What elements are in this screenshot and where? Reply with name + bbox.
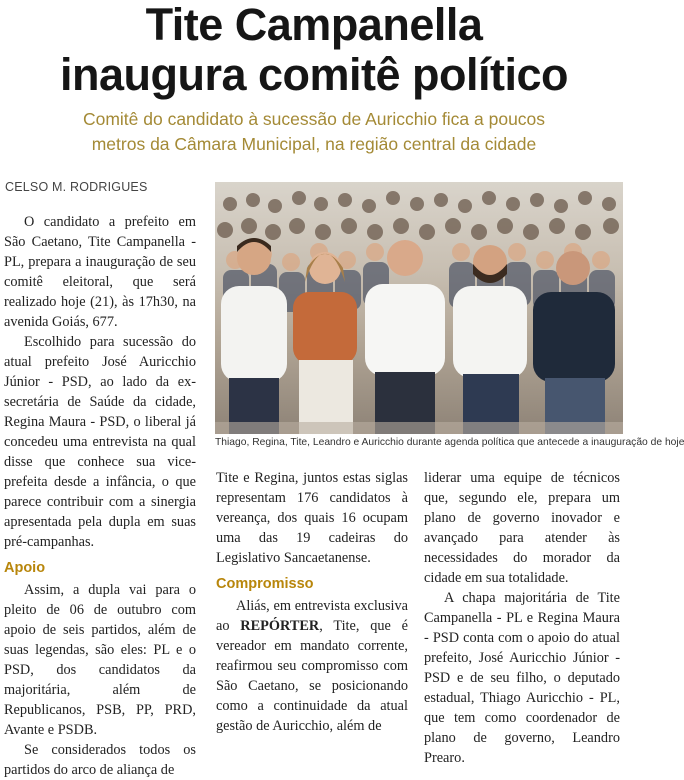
paragraph-6-end: , Tite, que é vereador em mandato corrente, reafirmou seu compromisso com São Caetano, se posicionando como a continuidade da atual gestão de Auricchio, além de xyxy=(216,618,409,734)
headline-line-2: inaugura comitê político xyxy=(59,49,569,100)
section-title-compromisso: Compromisso xyxy=(216,576,314,592)
paragraph-1: O candidato a prefeito em São Caetano, Tite Campanella - PL, prepara a inauguração de seu comitê eleitoral, que será realizado hoje (21), às 17h30, na avenida Goiás, 677. xyxy=(4,214,196,330)
subheadline-line-1: Comitê do candidato à sucessão de Auricchio fica a poucos xyxy=(82,109,546,129)
background-crowd xyxy=(217,191,619,240)
paragraph-6 xyxy=(216,596,408,736)
photo-caption: Thiago, Regina, Tite, Leandro e Auricchio durante agenda política que antecede a inauguração de hoje xyxy=(215,437,684,448)
article-column-1 xyxy=(4,212,196,780)
paragraph-4: Se considerados todos os partidos do arco de aliança de xyxy=(4,742,196,778)
article-column-3 xyxy=(424,468,620,768)
paragraph-7: A chapa majoritária de Tite Campanella - PL e Regina Maura - PSD conta com o apoio do atual prefeito, José Auricchio Júnior - PSD e de seu filho, o deputado estadual, Thiago Auricchio - PL, que tem como coordenador de plano de governo, Leandro Prearo. xyxy=(424,590,620,766)
paragraph-5: Tite e Regina, juntos estas siglas representam 176 candidatos à vereança, dos quais 16 ocupam uma das 19 cadeiras do Legislativo Sancaetanense. xyxy=(216,470,408,566)
paragraph-2: Escolhido para sucessão do atual prefeito José Auricchio Júnior - PSD, ao lado da ex-secretária de Saúde da cidade, Regina Maura - PSD, o liberal já concedeu uma entrevista na qual disse que conhece sua vice-prefeita desde a infância, o que parece contribuir com a sinergia apresentada pela dupla em suas pré-campanhas. xyxy=(4,334,196,550)
section-title-apoio: Apoio xyxy=(4,560,46,576)
article-photo xyxy=(215,182,623,434)
headline-line-1: Tite Campanella xyxy=(145,0,483,50)
headline xyxy=(0,0,628,100)
subheadline-line-2: metros da Câmara Municipal, na região central da cidade xyxy=(91,134,537,154)
subheadline xyxy=(20,107,608,157)
crowd-photo-illustration xyxy=(215,182,623,434)
article-column-2 xyxy=(216,468,408,736)
floor xyxy=(215,422,623,434)
paragraph-3: Assim, a dupla vai para o pleito de 06 de outubro com apoio de seis partidos, além de suas legendas, são eles: PL e o PSD, dos candidatos da majoritária, além de Republicanos, PSB, PP, PRD, Avante e PSDB. xyxy=(4,582,196,738)
reporter-name: REPÓRTER xyxy=(240,618,320,634)
paragraph-6-continued: liderar uma equipe de técnicos que, segundo ele, prepara um plano de governo inovador e avançado para atender às necessidades do morador da cidade em sua totalidade. xyxy=(424,470,620,586)
byline: CELSO M. RODRIGUES xyxy=(5,180,148,194)
paragraph-6-start: Aliás, em entrevista exclusiva ao xyxy=(216,598,408,634)
